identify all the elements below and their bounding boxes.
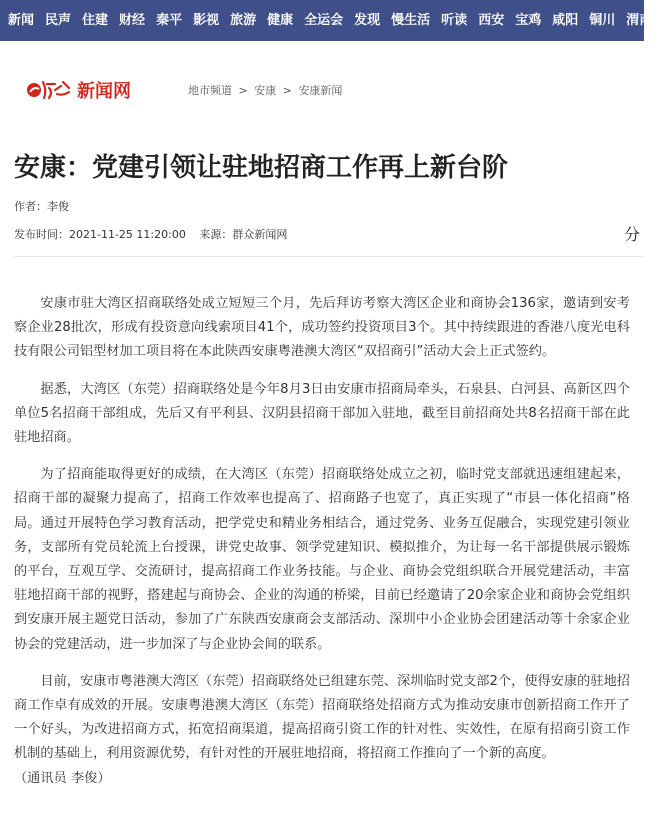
nav-item-travel[interactable]: 旅游 [230,13,257,28]
nav-item-weinan[interactable]: 渭南 [626,13,653,28]
publish-time [14,228,186,241]
article-source: 来源：群众新闻网 [199,228,288,241]
article-byline: （通讯员 李俊） [14,770,111,786]
article-paragraph: 安康市驻大湾区招商联络处成立短短三个月，先后拜访考察大湾区企业和商协会136家，邀请到安考察企业28批次，形成有投资意向线索项目41个，成功签约投资项目3个。其中持续跟进的香港八度光电科技有限公司铝型材加工项目将在本此陕西安康粤港澳大湾区“双招商引”活动大会上正式签约。 [14,296,630,360]
publish-time-label: 发布时间： [14,228,69,241]
nav-item-news[interactable]: 新闻 [8,13,35,28]
breadcrumb-separator: > [238,84,248,97]
breadcrumb-separator: > [282,84,292,97]
header-divider [14,256,644,257]
nav-item-health[interactable]: 健康 [267,13,294,28]
nav-item-listen-read[interactable]: 听读 [441,13,468,28]
nav-item-national-games[interactable]: 全运会 [304,13,344,28]
nav-item-film[interactable]: 影视 [193,13,220,28]
breadcrumb-item-cities[interactable]: 地市频道 [188,84,232,97]
article-paragraph: 据悉，大湾区（东莞）招商联络处是今年8月3日由安康市招商局牵头，石泉县、白河县、高新区四个单位5名招商干部组成，先后又有平利县、汉阴县招商干部加入驻地，截至目前招商处共8名招商干部在此驻地招商。 [14,381,630,446]
article-body [14,292,630,791]
nav-item-zhujian[interactable]: 住建 [82,13,109,28]
site-logo[interactable] [25,76,131,104]
logo-mark-icon [25,76,75,104]
article-author: 作者：李俊 [14,200,69,213]
logo-text: 新闻网 [77,81,131,102]
nav-item-baoji[interactable]: 宝鸡 [515,13,542,28]
nav-items [8,0,663,41]
nav-item-slow-life[interactable]: 慢生活 [391,13,431,28]
nav-item-xian[interactable]: 西安 [478,13,505,28]
breadcrumb [188,82,345,98]
nav-item-discover[interactable]: 发现 [354,13,381,28]
breadcrumb-item-ankang[interactable]: 安康 [254,84,277,97]
article-meta [14,226,297,242]
nav-item-qinping[interactable]: 秦平 [156,13,183,28]
share-label[interactable]: 分 [624,225,641,244]
publish-time-value: 2021-11-25 11:20:00 [69,228,186,241]
nav-item-finance[interactable]: 财经 [119,13,146,28]
article-paragraph: 为了招商能取得更好的成绩，在大湾区（东莞）招商联络处成立之初，临时党支部就迅速组建起来，招商干部的凝聚力提高了，招商工作效率也提高了、招商路子也宽了，真正实现了“市县一体化招商”格局。通过开展特色学习教育活动，把学党史和精业务相结合，通过党务、业务互促融合，实现党建引领业务，支部所有党员轮流上台授课，讲党史故事、领学党建知识、模拟推介，为让每一名干部提供展示锻炼的平台，互观互学、交流研讨，提高招商工作业务技能。与企业、商协会党组织联合开展党建活动，丰富驻地招商干部的视野，搭建起与商协会、企业的沟通的桥梁，目前已经邀请了20余家企业和商协会党组织到安康开展主题党日活动，参加了广东陕西安康商会支部活动、深圳中小企业协会团建活动等十余家企业协会的党建活动，进一步加深了与企业协会间的联系。 [14,467,630,652]
top-navigation-bar [0,0,653,41]
nav-item-xianyang[interactable]: 咸阳 [552,13,579,28]
nav-item-tongchuan[interactable]: 铜川 [589,13,616,28]
nav-item-minsheng[interactable]: 民声 [45,13,72,28]
article-title: 安康：党建引领让驻地招商工作再上新台阶 [14,153,509,183]
breadcrumb-item-ankang-news[interactable]: 安康新闻 [298,84,343,97]
article-paragraph: 目前，安康市粤港澳大湾区（东莞）招商联络处已组建东莞、深圳临时党支部2个，使得安康的驻地招商工作卓有成效的开展。安康粤港澳大湾区（东莞）招商联络处招商方式为推动安康市创新招商工作开了一个好头，为改进招商方式，拓宽招商渠道，提高招商引资工作的针对性、实效性，在原有招商引资工作机制的基础上，利用资源优势，有针对性的开展驻地招商，将招商工作推向了一个新的高度。 [14,673,630,762]
